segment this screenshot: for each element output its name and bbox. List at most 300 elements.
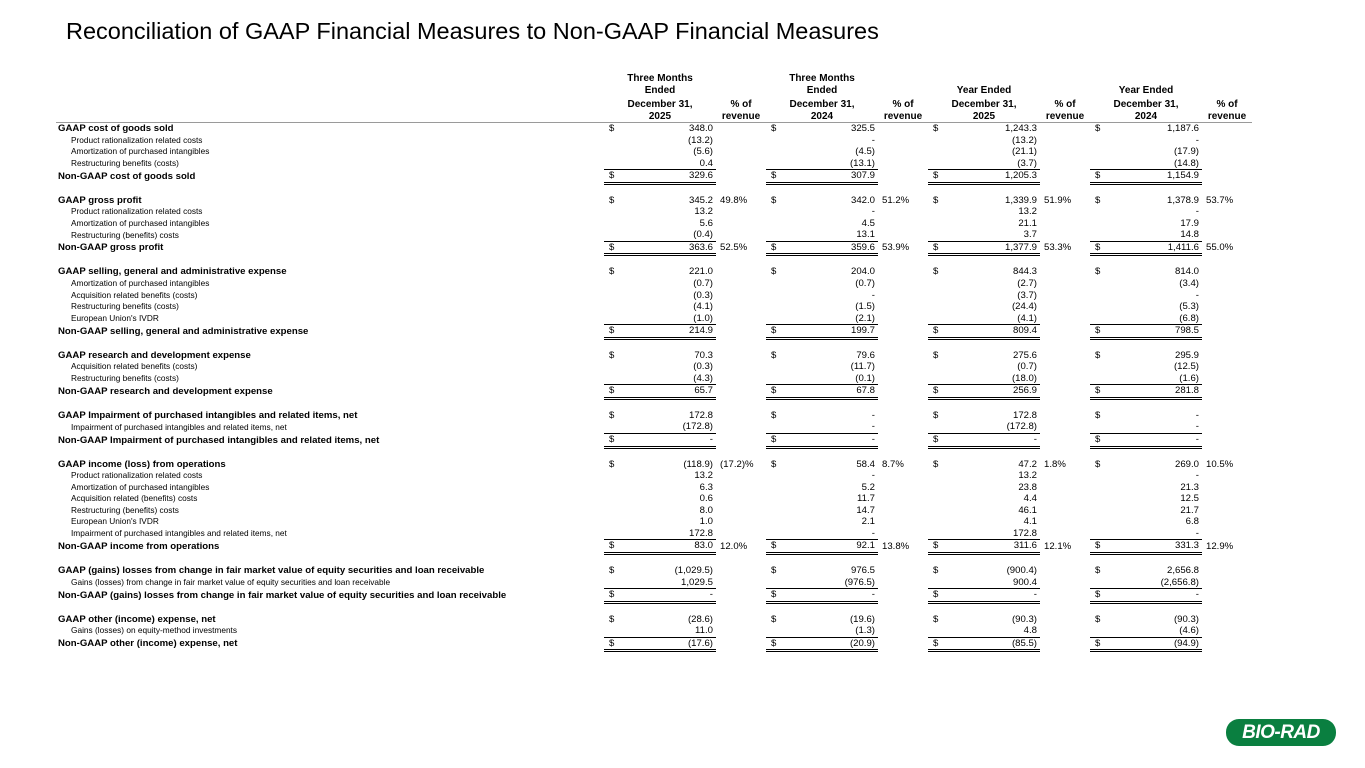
value-cell: (2,656.8) [1120, 577, 1202, 589]
percent-of-revenue-cell [1202, 301, 1252, 313]
percent-of-revenue-cell [878, 266, 928, 278]
currency-symbol: $ [604, 434, 634, 448]
spacer-cell [56, 183, 1252, 195]
row-label: GAAP (gains) losses from change in fair market value of equity securities and loan receivable [58, 564, 485, 576]
percent-of-revenue-cell [1040, 528, 1090, 540]
percent-of-revenue-cell [1040, 146, 1090, 158]
table-row [56, 385, 1252, 399]
percent-of-revenue-cell [878, 421, 928, 433]
currency-symbol [1090, 218, 1120, 230]
row-label: Non-GAAP other (income) expense, net [58, 638, 238, 650]
value-cell: (172.8) [958, 421, 1040, 433]
percent-of-revenue-cell [1040, 589, 1090, 603]
value-cell: 976.5 [850, 564, 875, 576]
table-row [56, 313, 1252, 325]
percent-of-revenue-cell [1202, 577, 1252, 589]
value-cell: 13.2 [1018, 206, 1037, 218]
row-label: Product rationalization related costs [71, 134, 203, 145]
spacer-cell [56, 553, 1252, 565]
value-cell: 1.0 [699, 516, 713, 528]
percent-of-revenue-cell [716, 614, 766, 626]
currency-symbol [604, 493, 634, 505]
row-label: Acquisition related (benefits) costs [71, 493, 198, 504]
percent-of-revenue-cell [716, 135, 766, 147]
header-spacer [56, 96, 604, 123]
value-cell: - [796, 434, 878, 448]
currency-symbol [928, 361, 958, 373]
row-label: Restructuring (benefits) costs [71, 504, 179, 515]
percent-of-revenue-cell [1202, 637, 1252, 651]
value-cell: (1.3) [796, 625, 878, 637]
value-cell: (20.9) [796, 637, 878, 651]
column-percent-heading: % of revenue [716, 96, 766, 123]
percent-of-revenue-cell [716, 218, 766, 230]
currency-symbol: $ [1090, 540, 1120, 554]
percent-of-revenue-cell [878, 373, 928, 385]
table-row [56, 565, 1252, 577]
header-spacer [56, 68, 604, 96]
spacer-row [56, 338, 1252, 350]
currency-symbol: $ [928, 170, 958, 184]
table-row [56, 482, 1252, 494]
percent-of-revenue-cell [1040, 301, 1090, 313]
currency-symbol: $ [1090, 325, 1120, 339]
value-cell: - [871, 409, 875, 421]
percent-of-revenue-cell [878, 361, 928, 373]
value-cell: 844.3 [1012, 266, 1037, 278]
percent-of-revenue-cell [716, 158, 766, 170]
value-cell: (21.1) [1011, 146, 1037, 158]
row-label: Gains (losses) from change in fair market value of equity securities and loan receivable [71, 576, 391, 587]
currency-symbol: $ [604, 637, 634, 651]
value-cell: - [1195, 206, 1199, 218]
value-cell: (0.3) [693, 289, 713, 301]
percent-of-revenue-cell [878, 313, 928, 325]
currency-symbol [1090, 516, 1120, 528]
currency-symbol [928, 470, 958, 482]
value-cell: 172.8 [958, 528, 1040, 540]
value-cell: (17.9) [1173, 146, 1199, 158]
currency-symbol: $ [933, 349, 939, 361]
row-label: GAAP cost of goods sold [58, 123, 174, 134]
currency-symbol: $ [1095, 409, 1101, 421]
percent-of-revenue-cell [1040, 577, 1090, 589]
value-cell: 5.2 [861, 481, 875, 493]
value-cell: 3.7 [958, 229, 1040, 241]
header-spacer [716, 68, 766, 96]
currency-symbol: $ [928, 540, 958, 554]
currency-symbol: $ [933, 194, 939, 206]
currency-symbol: $ [609, 409, 615, 421]
value-cell: 1,187.6 [1166, 123, 1199, 134]
currency-symbol [928, 313, 958, 325]
value-cell: (5.3) [1179, 301, 1199, 313]
currency-symbol: $ [771, 613, 777, 625]
currency-symbol [766, 505, 796, 517]
value-cell: (6.8) [1120, 313, 1202, 325]
currency-symbol: $ [771, 194, 777, 206]
currency-symbol [928, 625, 958, 637]
value-cell: (2.7) [1017, 278, 1037, 290]
value-cell: 12.5 [1180, 493, 1199, 505]
table-header [56, 68, 1252, 123]
table-row [56, 301, 1252, 313]
currency-symbol: $ [604, 589, 634, 603]
percent-of-revenue-cell [1202, 229, 1252, 241]
percent-of-revenue-cell [1202, 278, 1252, 290]
currency-symbol [1090, 301, 1120, 313]
table-row [56, 325, 1252, 339]
table-row [56, 170, 1252, 184]
currency-symbol [604, 206, 634, 218]
value-cell: (3.7) [958, 158, 1040, 170]
percent-of-revenue-cell [878, 410, 928, 422]
percent-of-revenue-cell [1040, 625, 1090, 637]
currency-symbol [604, 482, 634, 494]
percent-of-revenue-cell [716, 589, 766, 603]
percent-of-revenue-cell [716, 482, 766, 494]
percent-of-revenue-cell [1202, 614, 1252, 626]
percent-of-revenue-cell [716, 123, 766, 135]
value-cell: 348.0 [688, 123, 713, 134]
currency-symbol [1090, 135, 1120, 147]
table-row [56, 361, 1252, 373]
percent-of-revenue-cell [1040, 493, 1090, 505]
percent-of-revenue-cell [716, 637, 766, 651]
currency-symbol [1090, 206, 1120, 218]
value-cell: 814.0 [1174, 266, 1199, 278]
percent-of-revenue-cell [716, 361, 766, 373]
header-row-period [56, 68, 1252, 96]
percent-of-revenue-cell [1040, 170, 1090, 184]
currency-symbol: $ [604, 325, 634, 339]
row-label: GAAP Impairment of purchased intangibles and related items, net [58, 409, 358, 421]
table-body [56, 123, 1252, 651]
currency-symbol: $ [604, 540, 634, 554]
percent-of-revenue-cell: 12.0% [720, 540, 748, 552]
currency-symbol: $ [771, 123, 777, 134]
percent-of-revenue-cell [878, 434, 928, 448]
value-cell: - [1195, 134, 1199, 146]
value-cell: (1.5) [855, 301, 875, 313]
value-cell: - [871, 206, 875, 218]
value-cell: 14.8 [1120, 229, 1202, 241]
row-label: Restructuring benefits (costs) [71, 301, 179, 312]
percent-of-revenue-cell [716, 350, 766, 362]
percent-of-revenue-cell [716, 421, 766, 433]
value-cell: 342.0 [850, 194, 875, 206]
currency-symbol [1090, 361, 1120, 373]
value-cell: - [796, 528, 878, 540]
currency-symbol [766, 158, 796, 170]
value-cell: 67.8 [796, 385, 878, 399]
percent-of-revenue-cell [878, 505, 928, 517]
percent-of-revenue-cell [878, 482, 928, 494]
currency-symbol [766, 470, 796, 482]
currency-symbol [928, 290, 958, 302]
value-cell: (4.6) [1120, 625, 1202, 637]
currency-symbol: $ [933, 564, 939, 576]
value-cell: 204.0 [850, 266, 875, 278]
value-cell: 331.3 [1120, 540, 1202, 554]
currency-symbol [604, 313, 634, 325]
currency-symbol [928, 135, 958, 147]
percent-of-revenue-cell [1040, 434, 1090, 448]
row-label: Amortization of purchased intangibles [71, 278, 210, 289]
value-cell: 1,378.9 [1166, 194, 1199, 206]
row-label: GAAP income (loss) from operations [58, 458, 226, 470]
percent-of-revenue-cell: 51.2% [882, 194, 910, 206]
table-row [56, 218, 1252, 230]
value-cell: - [1120, 421, 1202, 433]
percent-of-revenue-cell [878, 170, 928, 184]
currency-symbol: $ [604, 170, 634, 184]
percent-of-revenue-cell [716, 229, 766, 241]
percent-of-revenue-cell: 10.5% [1206, 458, 1234, 470]
table-row [56, 637, 1252, 651]
currency-symbol [928, 505, 958, 517]
currency-symbol: $ [604, 241, 634, 255]
currency-symbol [766, 278, 796, 290]
value-cell: 13.2 [694, 206, 713, 218]
table-row [56, 589, 1252, 603]
table-row [56, 158, 1252, 170]
table-row [56, 373, 1252, 385]
percent-of-revenue-cell [878, 325, 928, 339]
percent-of-revenue-cell [1202, 470, 1252, 482]
percent-of-revenue-cell: 49.8% [720, 194, 748, 206]
table-row [56, 241, 1252, 255]
row-label: Restructuring benefits (costs) [71, 157, 179, 168]
value-cell: 1,205.3 [958, 170, 1040, 184]
header-spacer [1202, 68, 1252, 96]
value-cell: (0.7) [1017, 361, 1037, 373]
currency-symbol [928, 218, 958, 230]
percent-of-revenue-cell [878, 470, 928, 482]
column-period-heading: Year Ended [1118, 84, 1174, 96]
percent-of-revenue-cell [1202, 206, 1252, 218]
column-period-heading: Year Ended [956, 84, 1012, 96]
percent-of-revenue-cell [1202, 158, 1252, 170]
currency-symbol: $ [1090, 385, 1120, 399]
spacer-cell [56, 255, 1252, 267]
currency-symbol [1090, 577, 1120, 589]
value-cell: (1.6) [1120, 373, 1202, 385]
value-cell: 58.4 [856, 458, 875, 470]
value-cell: 0.4 [634, 158, 716, 170]
spacer-cell [56, 602, 1252, 614]
value-cell: 2.1 [861, 516, 875, 528]
percent-of-revenue-cell [878, 146, 928, 158]
currency-symbol: $ [766, 589, 796, 603]
percent-of-revenue-cell [1202, 589, 1252, 603]
row-label: Amortization of purchased intangibles [71, 146, 210, 157]
percent-of-revenue-cell [878, 290, 928, 302]
currency-symbol [928, 146, 958, 158]
row-label: European Union's IVDR [71, 516, 159, 527]
currency-symbol [604, 528, 634, 540]
currency-symbol: $ [609, 194, 615, 206]
value-cell: 809.4 [958, 325, 1040, 339]
value-cell: 4.1 [1023, 516, 1037, 528]
percent-of-revenue-cell: 53.7% [1206, 194, 1234, 206]
value-cell: (0.7) [693, 278, 713, 290]
currency-symbol [766, 206, 796, 218]
value-cell: (90.3) [1011, 613, 1037, 625]
row-label: Acquisition related benefits (costs) [71, 361, 198, 372]
percent-of-revenue-cell [878, 625, 928, 637]
row-label: Impairment of purchased intangibles and related items, net [71, 528, 287, 539]
row-label: Restructuring benefits (costs) [71, 373, 179, 384]
currency-symbol [766, 528, 796, 540]
currency-symbol: $ [609, 613, 615, 625]
percent-of-revenue-cell [1202, 625, 1252, 637]
spacer-row [56, 447, 1252, 459]
table-row [56, 540, 1252, 554]
percent-of-revenue-cell [878, 385, 928, 399]
currency-symbol: $ [609, 266, 615, 278]
percent-of-revenue-cell [716, 290, 766, 302]
percent-of-revenue-cell: 8.7% [882, 458, 904, 470]
currency-symbol: $ [609, 458, 615, 470]
value-cell: (0.1) [796, 373, 878, 385]
currency-symbol [766, 577, 796, 589]
currency-symbol [928, 278, 958, 290]
percent-of-revenue-cell [878, 301, 928, 313]
currency-symbol: $ [766, 170, 796, 184]
percent-of-revenue-cell [716, 410, 766, 422]
value-cell: 13.1 [796, 229, 878, 241]
value-cell: 1,029.5 [634, 577, 716, 589]
header-spacer [1040, 68, 1090, 96]
value-cell: (1.0) [634, 313, 716, 325]
row-label: GAAP research and development expense [58, 349, 251, 361]
currency-symbol: $ [933, 409, 939, 421]
currency-symbol [928, 206, 958, 218]
table-row [56, 123, 1252, 135]
column-percent-heading: % of revenue [1040, 96, 1090, 123]
currency-symbol: $ [1090, 241, 1120, 255]
value-cell: 199.7 [796, 325, 878, 339]
percent-of-revenue-cell: 55.0% [1206, 242, 1234, 254]
percent-of-revenue-cell [1040, 135, 1090, 147]
value-cell: - [796, 589, 878, 603]
currency-symbol: $ [928, 434, 958, 448]
value-cell: 21.1 [1018, 217, 1037, 229]
currency-symbol [928, 301, 958, 313]
value-cell: 17.9 [1180, 217, 1199, 229]
currency-symbol: $ [933, 458, 939, 470]
value-cell: 5.6 [699, 217, 713, 229]
currency-symbol [604, 421, 634, 433]
currency-symbol [1090, 278, 1120, 290]
table-row [56, 516, 1252, 528]
percent-of-revenue-cell [878, 493, 928, 505]
bio-rad-logo [1226, 719, 1336, 746]
table-row [56, 470, 1252, 482]
percent-of-revenue-cell [1202, 170, 1252, 184]
table-row [56, 350, 1252, 362]
percent-of-revenue-cell [716, 577, 766, 589]
table-row [56, 528, 1252, 540]
page-title: Reconciliation of GAAP Financial Measures to Non-GAAP Financial Measures [66, 18, 879, 44]
value-cell: - [958, 434, 1040, 448]
currency-symbol [604, 373, 634, 385]
percent-of-revenue-cell [1040, 482, 1090, 494]
value-cell: 1,339.9 [1004, 194, 1037, 206]
value-cell: 65.7 [634, 385, 716, 399]
value-cell: (17.6) [634, 637, 716, 651]
currency-symbol [928, 421, 958, 433]
row-label: Non-GAAP income from operations [58, 540, 220, 552]
value-cell: 295.9 [1174, 349, 1199, 361]
currency-symbol: $ [609, 564, 615, 576]
table-row [56, 434, 1252, 448]
currency-symbol [1090, 313, 1120, 325]
currency-symbol [1090, 470, 1120, 482]
percent-of-revenue-cell [1040, 266, 1090, 278]
percent-of-revenue-cell [716, 278, 766, 290]
percent-of-revenue-cell [1040, 505, 1090, 517]
value-cell: 8.0 [699, 504, 713, 516]
percent-of-revenue-cell [1202, 516, 1252, 528]
percent-of-revenue-cell [878, 565, 928, 577]
value-cell: 13.2 [694, 470, 713, 482]
value-cell: (94.9) [1120, 637, 1202, 651]
value-cell: (3.4) [1179, 278, 1199, 290]
currency-symbol: $ [933, 266, 939, 278]
currency-symbol [604, 146, 634, 158]
currency-symbol [604, 301, 634, 313]
value-cell: 1,154.9 [1120, 170, 1202, 184]
table-row [56, 278, 1252, 290]
percent-of-revenue-cell [716, 385, 766, 399]
value-cell: - [1195, 470, 1199, 482]
currency-symbol: $ [609, 349, 615, 361]
currency-symbol [766, 218, 796, 230]
value-cell: (172.8) [634, 421, 716, 433]
currency-symbol [766, 373, 796, 385]
percent-of-revenue-cell [1202, 361, 1252, 373]
currency-symbol [604, 158, 634, 170]
value-cell: 21.3 [1180, 481, 1199, 493]
header-spacer [878, 68, 928, 96]
currency-symbol [604, 361, 634, 373]
currency-symbol: $ [766, 637, 796, 651]
column-date-heading: December 31, 2024 [766, 96, 878, 123]
value-cell: 1,411.6 [1120, 241, 1202, 255]
currency-symbol [1090, 373, 1120, 385]
value-cell: (13.1) [796, 158, 878, 170]
percent-of-revenue-cell [1040, 206, 1090, 218]
currency-symbol [766, 229, 796, 241]
percent-of-revenue-cell [1202, 421, 1252, 433]
value-cell: - [871, 470, 875, 482]
value-cell: (11.7) [850, 361, 875, 373]
currency-symbol: $ [1090, 434, 1120, 448]
row-label: Impairment of purchased intangibles and related items, net [71, 421, 287, 432]
table-row [56, 135, 1252, 147]
column-period-heading: Three Months Ended [789, 73, 855, 96]
table-row [56, 229, 1252, 241]
currency-symbol [604, 278, 634, 290]
value-cell: 23.8 [1018, 481, 1037, 493]
percent-of-revenue-cell [716, 373, 766, 385]
currency-symbol: $ [928, 385, 958, 399]
percent-of-revenue-cell [1040, 290, 1090, 302]
currency-symbol: $ [766, 540, 796, 554]
percent-of-revenue-cell [1202, 266, 1252, 278]
